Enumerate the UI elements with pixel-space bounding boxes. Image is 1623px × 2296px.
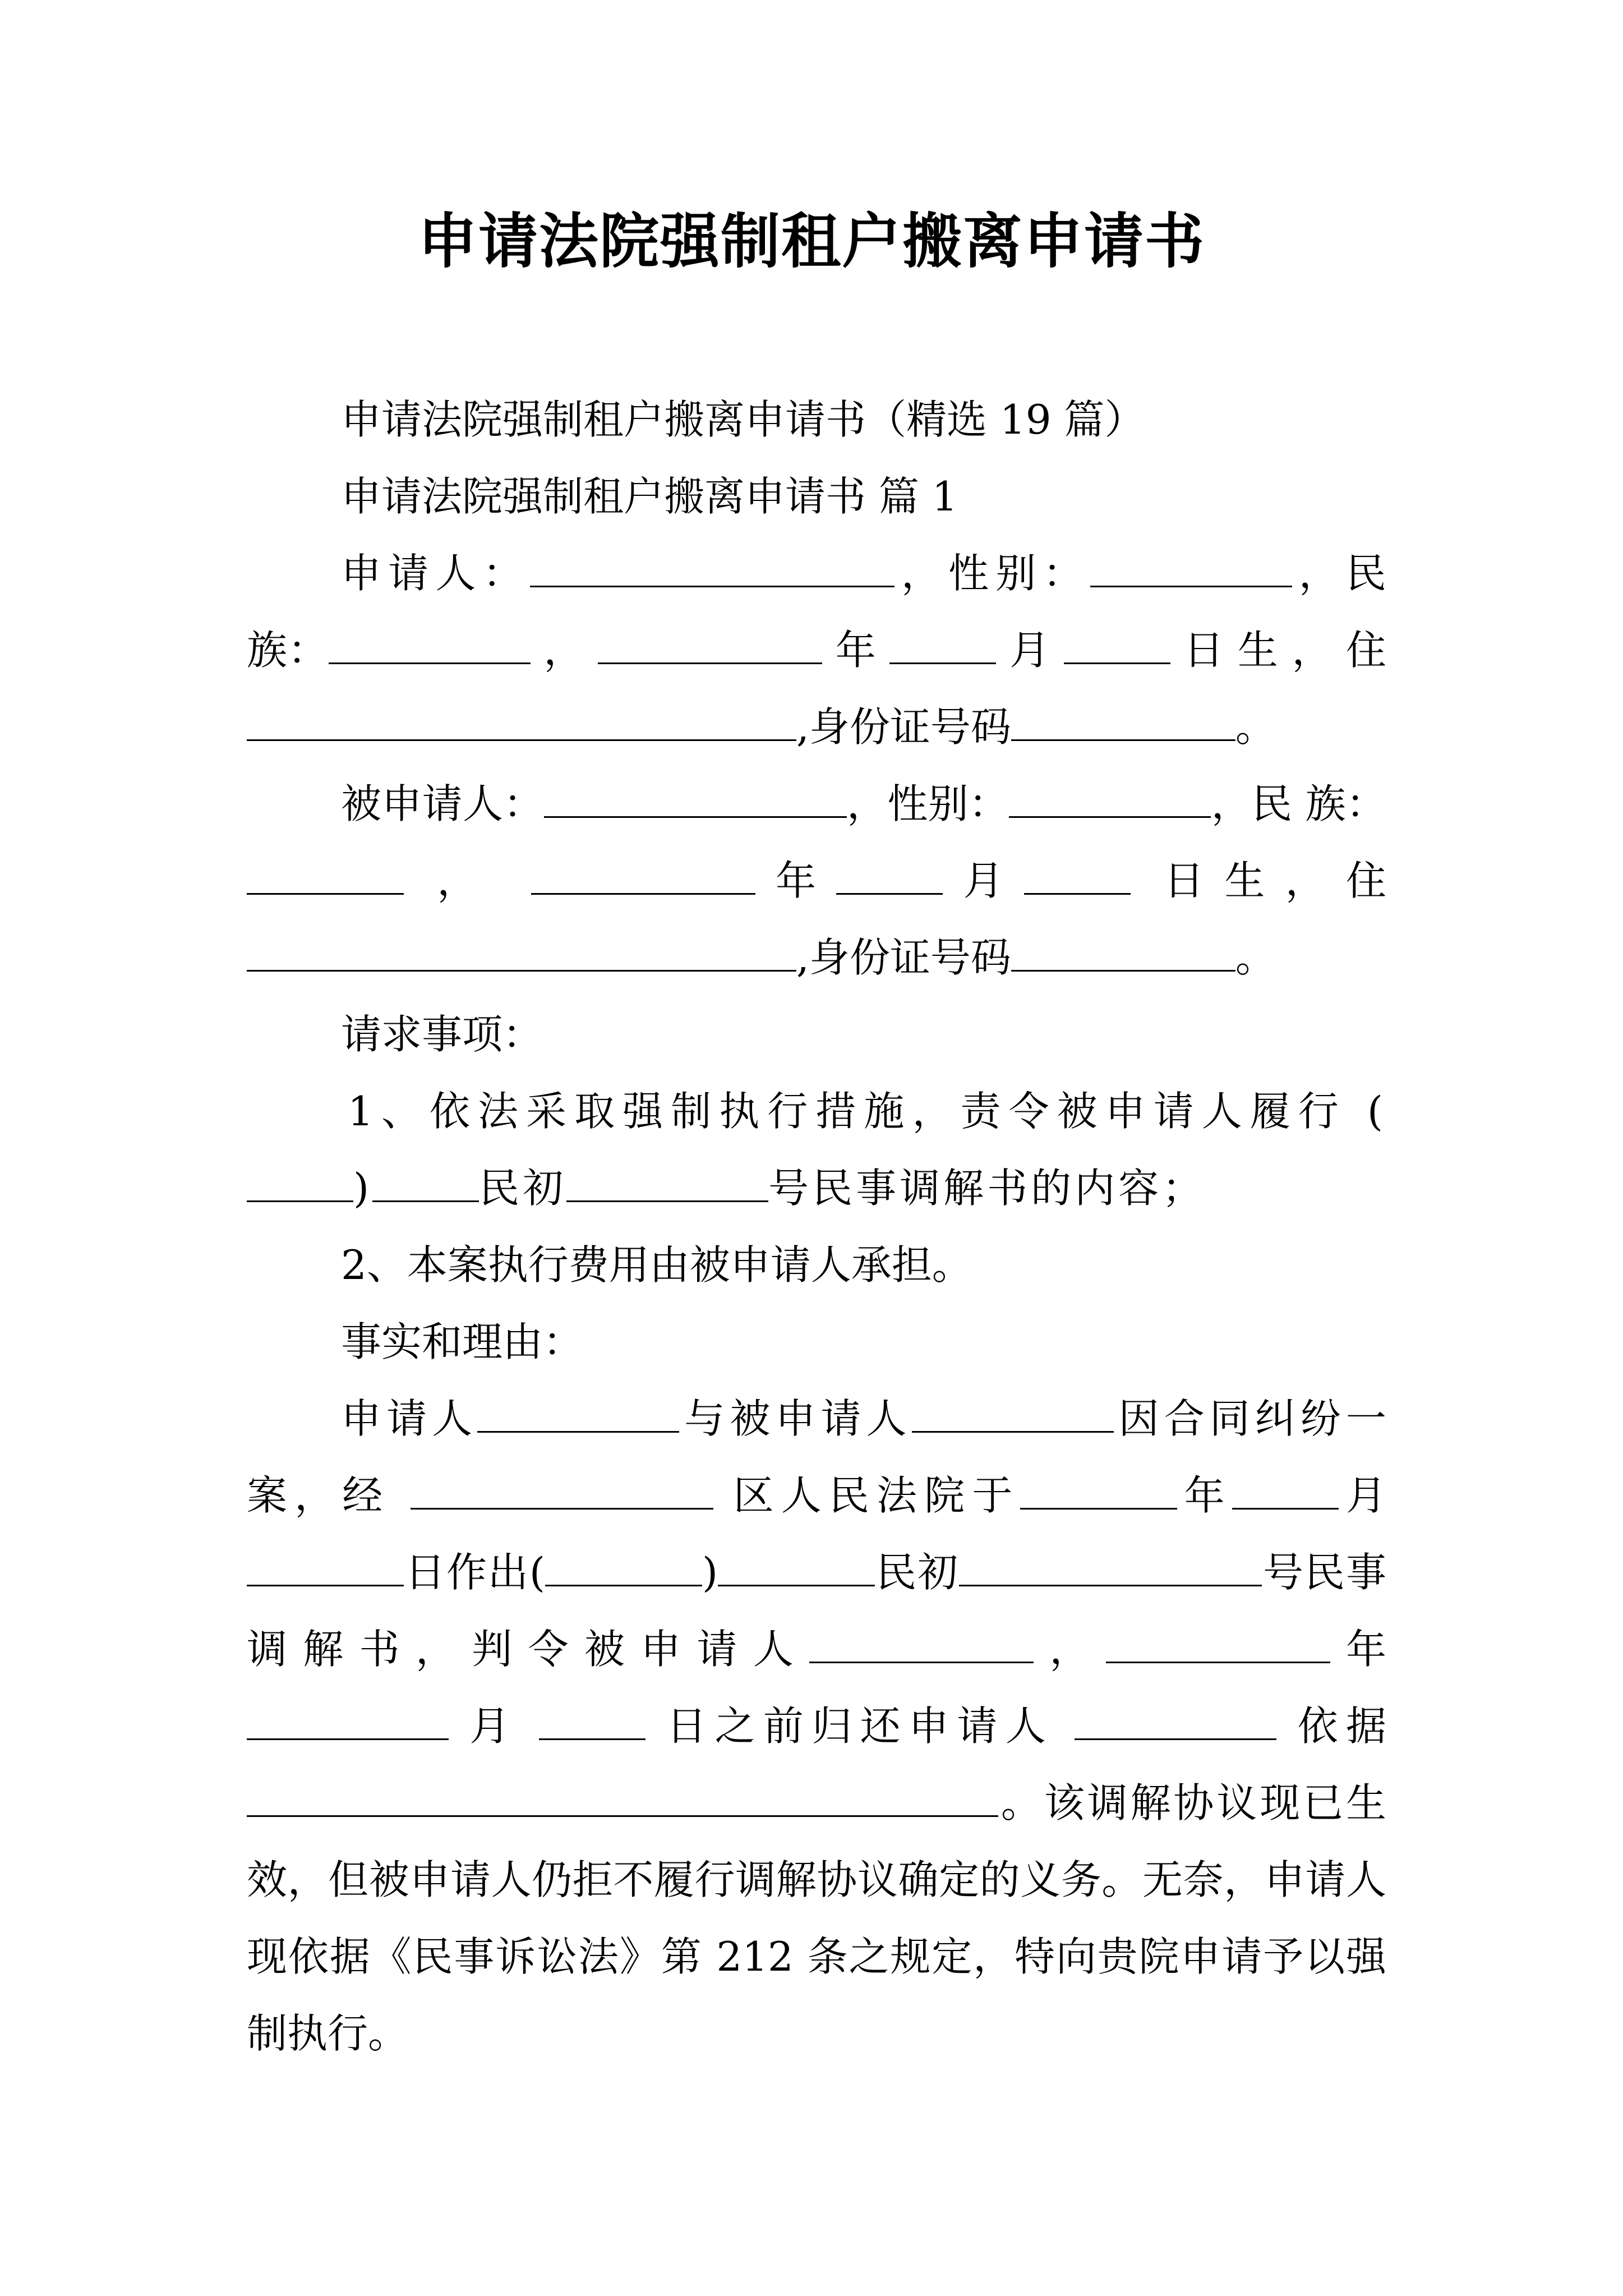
facts-s2: 与被申请人 [679,1395,912,1442]
applicant-gender-label: ，性别： [894,550,1090,597]
applicant-born-live-label: 日 生 ， 住 [1183,627,1387,674]
facts-deadline-year-blank[interactable] [1106,1628,1330,1663]
respondent-birth-day-blank[interactable] [1024,859,1131,895]
facts-case-number-blank[interactable] [959,1551,1262,1586]
respondent-year-label: 年 [755,857,837,904]
respondent-ethnicity-label-b: 族： [1305,780,1386,827]
facts-s12: 事调解书，判令被申请人 [247,1549,1386,1673]
claim-2: 2、本案执行费用由被申请人承担。 [341,1241,972,1289]
claim-1-paren-open: ( [1367,1088,1387,1135]
respondent-gender-blank[interactable] [1009,783,1211,818]
respondent-birth-year-blank[interactable] [531,859,755,895]
document-body [247,381,1386,2072]
facts-s13: ， [1034,1626,1106,1673]
facts-paragraph [247,1381,1386,2072]
facts-deadline-month-blank[interactable] [247,1705,449,1740]
claim-1-end: 号民事调解书的内容； [768,1165,1206,1212]
applicant-gender-blank[interactable] [1090,552,1292,587]
facts-respondent-blank[interactable] [912,1397,1114,1433]
respondent-id-blank[interactable] [1011,936,1235,972]
facts-month-blank[interactable] [1232,1474,1339,1510]
respondent-id-label: ,身份证号码 [796,934,1011,981]
subtitle-line: 申请法院强制租户搬离申请书（精选 19 篇） [341,396,1145,443]
facts-s16: 日之前归还申请人 [666,1703,1054,1750]
facts-s6: 年 [1177,1472,1232,1519]
facts-applicant-blank[interactable] [477,1397,679,1433]
facts-district-blank[interactable] [411,1474,713,1510]
section-heading: 申请法院强制租户搬离申请书 篇 1 [341,473,958,520]
applicant-birth-month-blank[interactable] [889,629,996,664]
facts-obligation-blank[interactable] [809,1628,1034,1663]
respondent-birth-month-blank[interactable] [836,859,943,895]
respondent-end: 。 [1235,934,1276,981]
claim-1-court-blank[interactable] [372,1167,479,1202]
applicant-comma: ， [543,627,585,674]
facts-day-blank[interactable] [247,1551,404,1586]
applicant-birth-day-blank[interactable] [1064,629,1170,664]
facts-s15: 月 [469,1703,518,1750]
respondent-label: 被申请人： [341,780,544,827]
applicant-ethnicity-label: ，民族： [247,550,1386,674]
respondent-ethnicity-blank[interactable] [247,859,404,895]
respondent-gender-label: ，性别： [846,780,1009,827]
applicant-paragraph [247,535,1386,766]
respondent-born-live-label: 日生，住 [1164,857,1386,904]
facts-s9: ) [702,1549,718,1596]
claim-1-min-chu: 民初 [479,1165,567,1212]
facts-s14: 年 [1330,1626,1386,1673]
claim-1 [247,1073,1386,1227]
applicant-id-blank[interactable] [1011,706,1235,741]
facts-s5: 区人民法院于 [733,1472,1020,1519]
respondent-comma: ， [437,857,498,904]
facts-basis-blank[interactable] [247,1782,998,1817]
claim-1-paren-close: ) [353,1165,373,1212]
claim-1-number-blank[interactable] [566,1167,768,1202]
facts-court-blank[interactable] [718,1551,875,1586]
respondent-ethnicity-label-a: ，民 [1211,780,1293,827]
facts-s3: 因合同纠纷一 [1113,1395,1386,1442]
facts-heading: 事实和理由： [341,1318,584,1365]
facts-s17: 依据 [1297,1703,1387,1750]
applicant-address-blank[interactable] [247,706,796,741]
facts-s1: 申请人 [341,1395,478,1442]
facts-s10: 民初 [875,1549,960,1596]
facts-s4: 案，经 [247,1472,390,1519]
facts-year-blank[interactable] [1020,1474,1177,1510]
applicant-label: 申请人： [341,550,530,597]
applicant-name-blank[interactable] [530,552,895,587]
facts-s7: 月 [1338,1472,1386,1519]
claims-heading: 请求事项： [341,1011,543,1058]
respondent-paragraph [247,766,1386,996]
applicant-month-label: 月 [1009,627,1050,674]
applicant-id-label: ,身份证号码 [796,703,1011,751]
claim-1-year-blank[interactable] [247,1167,353,1202]
facts-return-item-blank[interactable] [1075,1705,1276,1740]
applicant-end: 。 [1235,703,1276,751]
facts-s8: 日作出( [404,1549,545,1596]
respondent-name-blank[interactable] [544,783,847,818]
applicant-birth-year-blank[interactable] [598,629,822,664]
respondent-address-blank[interactable] [247,936,796,972]
applicant-ethnicity-blank[interactable] [329,629,531,664]
facts-s18: 。该调解协议现已 [998,1779,1346,1826]
respondent-month-label: 月 [943,857,1024,904]
facts-s19: 生效，但被申请人仍拒不履行调解协议确定的义务。无奈，申请人现依据《民事诉讼法》第 212 条之规定，特向贵院申请予以强制执行。 [247,1779,1386,2057]
facts-case-year-blank[interactable] [545,1551,702,1586]
facts-deadline-day-blank[interactable] [539,1705,645,1740]
claim-1-text: 1、依法采取强制执行措施，责令被申请人履行 [348,1088,1347,1135]
facts-s11: 号民 [1262,1549,1346,1596]
applicant-year-label: 年 [835,627,877,674]
document-title: 申请法院强制租户搬离申请书 [418,206,1205,276]
